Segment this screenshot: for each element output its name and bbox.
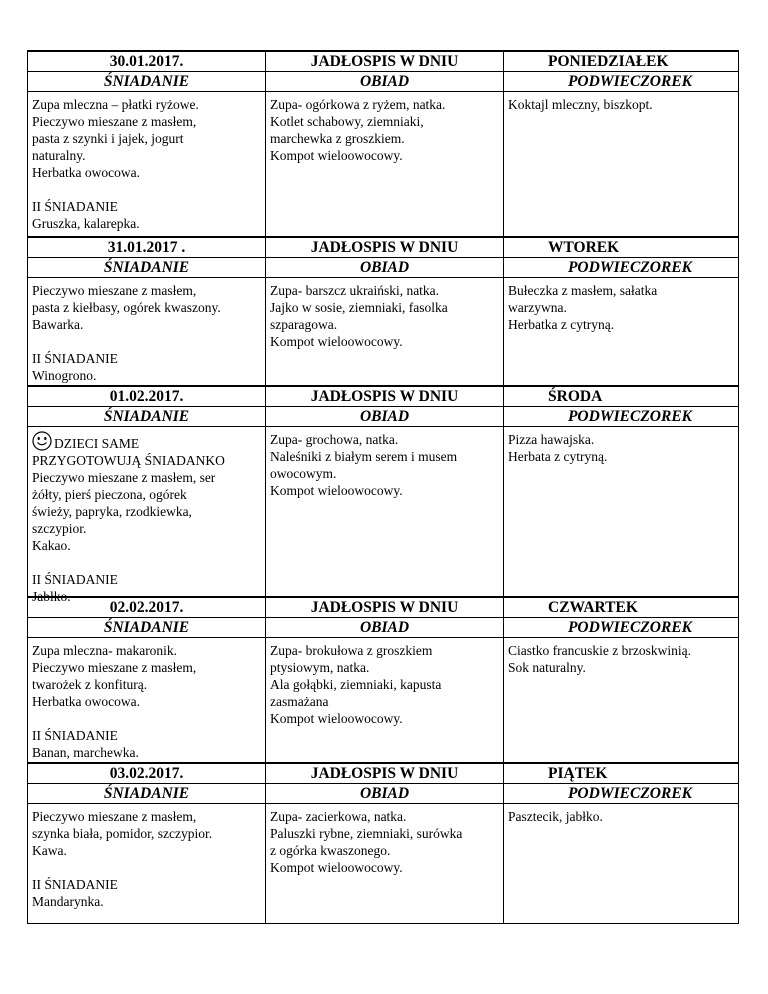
menu-title: JADŁOSPIS W DNIU <box>265 598 503 617</box>
meal-headers <box>27 257 739 277</box>
breakfast-cell <box>27 277 265 385</box>
second-breakfast: Banan, marchewka. <box>32 745 139 760</box>
snack-heading: PODWIECZOREK <box>503 406 739 426</box>
lunch-line: Naleśniki z białym serem i musem <box>270 449 458 464</box>
lunch-line: Zupa- brokułowa z groszkiem <box>270 643 433 658</box>
lunch-line: Zupa- barszcz ukraiński, natka. <box>270 283 440 298</box>
snack-cell <box>503 426 739 596</box>
menu-date: 01.02.2017. <box>27 387 265 406</box>
weekday: PONIEDZIAŁEK <box>503 52 739 71</box>
second-breakfast-label: II ŚNIADANIE <box>32 351 118 366</box>
meal-headers <box>27 783 739 803</box>
special-note <box>32 452 265 469</box>
day-header <box>27 764 739 783</box>
breakfast-heading: ŚNIADANIE <box>27 257 265 277</box>
snack-heading: PODWIECZOREK <box>503 783 739 803</box>
weekday: PIĄTEK <box>503 764 739 783</box>
lunch-cell <box>265 426 503 596</box>
lunch-cell <box>265 277 503 385</box>
weekday: CZWARTEK <box>503 598 739 617</box>
menu-date: 31.01.2017 . <box>27 238 265 257</box>
lunch-line: z ogórka kwaszonego. <box>270 843 391 858</box>
breakfast-heading: ŚNIADANIE <box>27 617 265 637</box>
day-menu <box>27 762 739 924</box>
snack-cell <box>503 277 739 385</box>
snack-line: Pasztecik, jabłko. <box>508 809 603 824</box>
special-note <box>32 431 265 452</box>
snack-line: warzywna. <box>508 300 567 315</box>
day-header <box>27 598 739 617</box>
breakfast-line: Pieczywo mieszane z masłem, <box>32 809 197 824</box>
snack-heading: PODWIECZOREK <box>503 71 739 91</box>
snack-line: Koktajl mleczny, biszkopt. <box>508 97 653 112</box>
second-breakfast: Gruszka, kalarepka. <box>32 216 140 231</box>
day-menu <box>27 385 739 604</box>
breakfast-line: Pieczywo mieszane z masłem, <box>32 114 197 129</box>
breakfast-line: Zupa mleczna- makaronik. <box>32 643 178 658</box>
meal-headers <box>27 617 739 637</box>
lunch-heading: OBIAD <box>265 617 503 637</box>
menu-title: JADŁOSPIS W DNIU <box>265 764 503 783</box>
day-header <box>27 52 739 71</box>
snack-line: Herbata z cytryną. <box>508 449 608 464</box>
lunch-heading: OBIAD <box>265 257 503 277</box>
second-breakfast: Jabłko. <box>32 589 71 604</box>
snack-line: Herbatka z cytryną. <box>508 317 615 332</box>
meal-contents <box>27 426 739 604</box>
weekday: WTOREK <box>503 238 739 257</box>
spacer <box>32 554 265 571</box>
second-breakfast-label: II ŚNIADANIE <box>32 728 118 743</box>
lunch-cell <box>265 91 503 236</box>
lunch-line: owocowym. <box>270 466 337 481</box>
meal-headers <box>27 406 739 426</box>
meal-headers <box>27 71 739 91</box>
breakfast-line: Pieczywo mieszane z masłem, ser <box>32 470 216 485</box>
lunch-line: Kotlet schabowy, ziemniaki, <box>270 114 424 129</box>
menu-title: JADŁOSPIS W DNIU <box>265 387 503 406</box>
breakfast-line: szynka biała, pomidor, szczypior. <box>32 826 213 841</box>
spacer <box>32 710 265 727</box>
breakfast-heading: ŚNIADANIE <box>27 783 265 803</box>
breakfast-heading: ŚNIADANIE <box>27 71 265 91</box>
snack-heading: PODWIECZOREK <box>503 257 739 277</box>
meal-contents <box>27 803 739 923</box>
breakfast-line: Herbatka owocowa. <box>32 165 140 180</box>
special-note-text: DZIECI SAME <box>54 436 140 451</box>
lunch-line: Zupa- grochowa, natka. <box>270 432 399 447</box>
breakfast-line: żółty, pierś pieczona, ogórek <box>32 487 187 502</box>
lunch-line: Zupa- zacierkowa, natka. <box>270 809 407 824</box>
second-breakfast-label: II ŚNIADANIE <box>32 572 118 587</box>
lunch-line: Kompot wieloowocowy. <box>270 148 403 163</box>
breakfast-cell <box>27 91 265 236</box>
second-breakfast-label: II ŚNIADANIE <box>32 877 118 892</box>
breakfast-line: szczypior. <box>32 521 87 536</box>
breakfast-line: naturalny. <box>32 148 86 163</box>
breakfast-cell <box>27 803 265 923</box>
lunch-cell <box>265 637 503 762</box>
breakfast-line: Pieczywo mieszane z masłem, <box>32 660 197 675</box>
lunch-line: Jajko w sosie, ziemniaki, fasolka <box>270 300 448 315</box>
menu-table <box>27 50 739 924</box>
breakfast-cell <box>27 426 265 604</box>
breakfast-line: Herbatka owocowa. <box>32 694 140 709</box>
breakfast-line: świeży, papryka, rzodkiewka, <box>32 504 192 519</box>
menu-title: JADŁOSPIS W DNIU <box>265 52 503 71</box>
snack-heading: PODWIECZOREK <box>503 617 739 637</box>
lunch-line: Ala gołąbki, ziemniaki, kapusta <box>270 677 442 692</box>
lunch-line: marchewka z groszkiem. <box>270 131 405 146</box>
day-menu <box>27 50 739 236</box>
smiley-icon <box>32 431 52 451</box>
lunch-line: zasmażana <box>270 694 329 709</box>
second-breakfast: Mandarynka. <box>32 894 104 909</box>
menu-title: JADŁOSPIS W DNIU <box>265 238 503 257</box>
breakfast-cell <box>27 637 265 762</box>
second-breakfast: Winogrono. <box>32 368 97 383</box>
menu-date: 03.02.2017. <box>27 764 265 783</box>
lunch-line: Kompot wieloowocowy. <box>270 711 403 726</box>
snack-line: Sok naturalny. <box>508 660 586 675</box>
breakfast-line: Kawa. <box>32 843 67 858</box>
breakfast-line: twarożek z konfiturą. <box>32 677 148 692</box>
breakfast-line: Zupa mleczna – płatki ryżowe. <box>32 97 199 112</box>
day-header <box>27 238 739 257</box>
snack-cell <box>503 803 739 923</box>
lunch-line: Paluszki rybne, ziemniaki, surówka <box>270 826 463 841</box>
spacer <box>32 333 265 350</box>
day-header <box>27 387 739 406</box>
lunch-cell <box>265 803 503 923</box>
snack-line: Bułeczka z masłem, sałatka <box>508 283 658 298</box>
day-menu <box>27 236 739 385</box>
menu-date: 30.01.2017. <box>27 52 265 71</box>
menu-date: 02.02.2017. <box>27 598 265 617</box>
lunch-line: Kompot wieloowocowy. <box>270 483 403 498</box>
lunch-heading: OBIAD <box>265 71 503 91</box>
breakfast-line: Pieczywo mieszane z masłem, <box>32 283 197 298</box>
lunch-line: ptysiowym, natka. <box>270 660 370 675</box>
meal-contents <box>27 277 739 385</box>
special-note-text: PRZYGOTOWUJĄ ŚNIADANKO <box>32 453 225 468</box>
lunch-line: Kompot wieloowocowy. <box>270 334 403 349</box>
second-breakfast-label: II ŚNIADANIE <box>32 199 118 214</box>
breakfast-line: Kakao. <box>32 538 71 553</box>
snack-line: Pizza hawajska. <box>508 432 595 447</box>
lunch-heading: OBIAD <box>265 783 503 803</box>
meal-contents <box>27 637 739 762</box>
breakfast-line: Bawarka. <box>32 317 84 332</box>
lunch-heading: OBIAD <box>265 406 503 426</box>
meal-contents <box>27 91 739 236</box>
breakfast-line: pasta z kiełbasy, ogórek kwaszony. <box>32 300 221 315</box>
spacer <box>32 181 265 198</box>
weekday: ŚRODA <box>503 387 739 406</box>
lunch-line: Kompot wieloowocowy. <box>270 860 403 875</box>
spacer <box>32 859 265 876</box>
snack-cell <box>503 91 739 236</box>
breakfast-heading: ŚNIADANIE <box>27 406 265 426</box>
snack-line: Ciastko francuskie z brzoskwinią. <box>508 643 691 658</box>
breakfast-line: pasta z szynki i jajek, jogurt <box>32 131 184 146</box>
lunch-line: szparagowa. <box>270 317 338 332</box>
lunch-line: Zupa- ogórkowa z ryżem, natka. <box>270 97 446 112</box>
snack-cell <box>503 637 739 762</box>
day-menu <box>27 596 739 762</box>
